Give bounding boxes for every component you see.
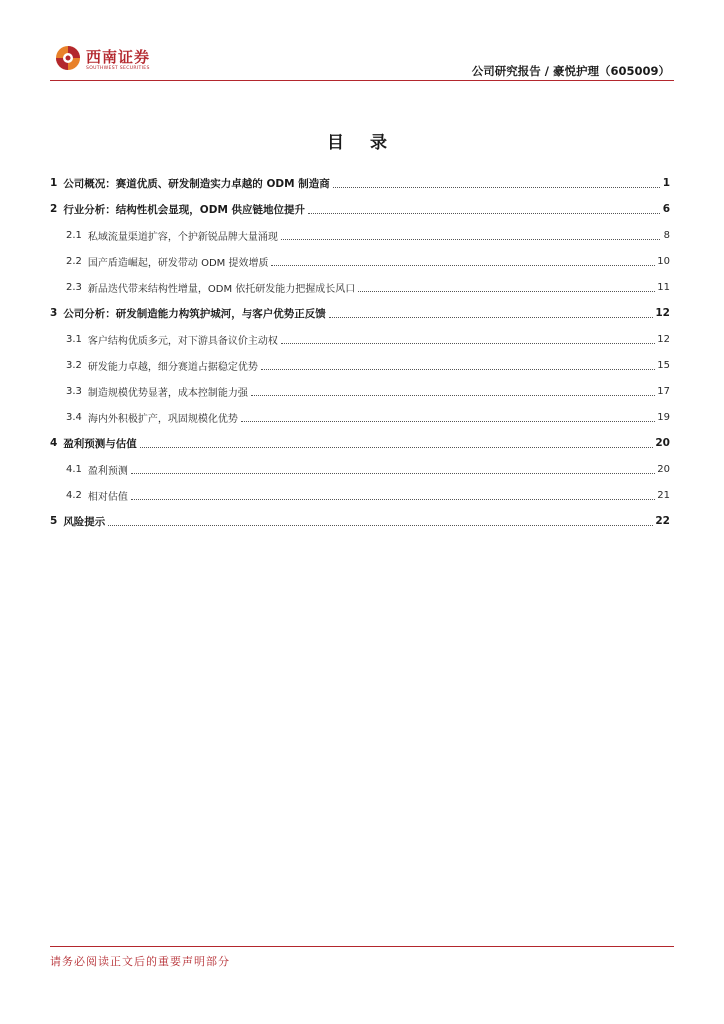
toc-entry-title: 客户结构优质多元，对下游具备议价主动权	[87, 335, 278, 347]
toc-entry-number: 2.2	[66, 255, 82, 267]
toc-entry-title: 风险提示	[63, 515, 106, 528]
toc-dot-leader	[329, 316, 654, 318]
toc-entry-page: 21	[657, 489, 670, 501]
toc-dot-leader	[140, 446, 654, 448]
toc-entry-title: 国产盾造崛起，研发带动 ODM 提效增质	[87, 257, 269, 269]
page-header	[50, 38, 674, 81]
toc-entry-number: 2	[50, 203, 58, 215]
toc-entry-title: 研发能力卓越，细分赛道占据稳定优势	[87, 361, 258, 373]
toc-entry-page: 19	[657, 411, 670, 423]
toc-entry-title: 行业分析：结构性机会显现，ODM 供应链地位提升	[63, 203, 306, 216]
toc-entry-number: 3.3	[66, 385, 82, 397]
table-of-contents	[50, 170, 670, 534]
toc-entry-page: 20	[655, 437, 670, 449]
toc-dot-leader	[281, 342, 655, 344]
toc-dot-leader	[131, 472, 655, 474]
toc-entry-page: 6	[662, 203, 670, 215]
southwest-securities-logo-icon	[54, 44, 82, 72]
toc-entry-page: 15	[657, 359, 670, 371]
toc-entry-page: 12	[655, 307, 670, 319]
toc-dot-leader	[251, 394, 655, 396]
toc-dot-leader	[358, 290, 655, 292]
logo-chinese-name: 西南证券	[86, 48, 151, 66]
logo-english-name: SOUTHWEST SECURITIES	[86, 66, 150, 71]
page-footer	[50, 946, 674, 968]
toc-subsection-entry[interactable]	[50, 352, 670, 378]
toc-subsection-entry[interactable]	[50, 378, 670, 404]
toc-entry-title: 公司分析：研发制造能力构筑护城河，与客户优势正反馈	[63, 307, 326, 320]
toc-entry-number: 3.2	[66, 359, 82, 371]
toc-dot-leader	[308, 212, 660, 214]
toc-subsection-entry[interactable]	[50, 274, 670, 300]
toc-section-entry[interactable]	[50, 508, 670, 534]
toc-dot-leader	[108, 524, 653, 526]
toc-dot-leader	[261, 368, 655, 370]
toc-entry-page: 1	[662, 177, 670, 189]
toc-entry-page: 22	[655, 515, 670, 527]
toc-entry-page: 20	[657, 463, 670, 475]
toc-entry-title: 公司概况：赛道优质、研发制造实力卓越的 ODM 制造商	[63, 177, 330, 190]
toc-entry-number: 4.2	[66, 489, 82, 501]
toc-dot-leader	[281, 238, 660, 240]
toc-entry-page: 10	[657, 255, 670, 267]
toc-entry-number: 4	[50, 437, 58, 449]
toc-dot-leader	[131, 498, 655, 500]
toc-section-entry[interactable]	[50, 430, 670, 456]
toc-entry-title: 盈利预测与估值	[63, 437, 137, 450]
toc-dot-leader	[333, 186, 660, 188]
toc-entry-number: 2.1	[66, 229, 82, 241]
disclaimer-notice: 请务必阅读正文后的重要声明部分	[50, 955, 230, 968]
toc-subsection-entry[interactable]	[50, 248, 670, 274]
toc-subsection-entry[interactable]	[50, 222, 670, 248]
toc-entry-page: 8	[663, 229, 670, 241]
toc-entry-title: 新品迭代带来结构性增量，ODM 依托研发能力把握成长风口	[87, 283, 356, 295]
toc-subsection-entry[interactable]	[50, 404, 670, 430]
toc-dot-leader	[241, 420, 655, 422]
toc-entry-number: 3	[50, 307, 58, 319]
toc-entry-page: 12	[657, 333, 670, 345]
toc-entry-title: 盈利预测	[87, 465, 128, 477]
toc-entry-number: 3.4	[66, 411, 82, 423]
toc-section-entry[interactable]	[50, 196, 670, 222]
toc-entry-title: 私域流量渠道扩容，个护新锐品牌大量涌现	[87, 231, 278, 243]
toc-entry-title: 相对估值	[87, 491, 128, 503]
toc-subsection-entry[interactable]	[50, 482, 670, 508]
toc-entry-title: 制造规模优势显著，成本控制能力强	[87, 387, 248, 399]
toc-section-entry[interactable]	[50, 170, 670, 196]
toc-section-entry[interactable]	[50, 300, 670, 326]
report-title: 公司研究报告 / 豪悦护理（605009）	[471, 64, 670, 78]
toc-subsection-entry[interactable]	[50, 456, 670, 482]
toc-entry-number: 3.1	[66, 333, 82, 345]
toc-heading: 目 录	[327, 133, 397, 153]
toc-entry-title: 海内外积极扩产，巩固规模化优势	[87, 413, 238, 425]
toc-dot-leader	[271, 264, 655, 266]
toc-entry-number: 4.1	[66, 463, 82, 475]
toc-entry-number: 2.3	[66, 281, 82, 293]
toc-entry-page: 17	[657, 385, 670, 397]
toc-entry-number: 1	[50, 177, 58, 189]
company-logo	[54, 44, 164, 78]
toc-subsection-entry[interactable]	[50, 326, 670, 352]
toc-entry-number: 5	[50, 515, 58, 527]
toc-entry-page: 11	[657, 281, 670, 293]
